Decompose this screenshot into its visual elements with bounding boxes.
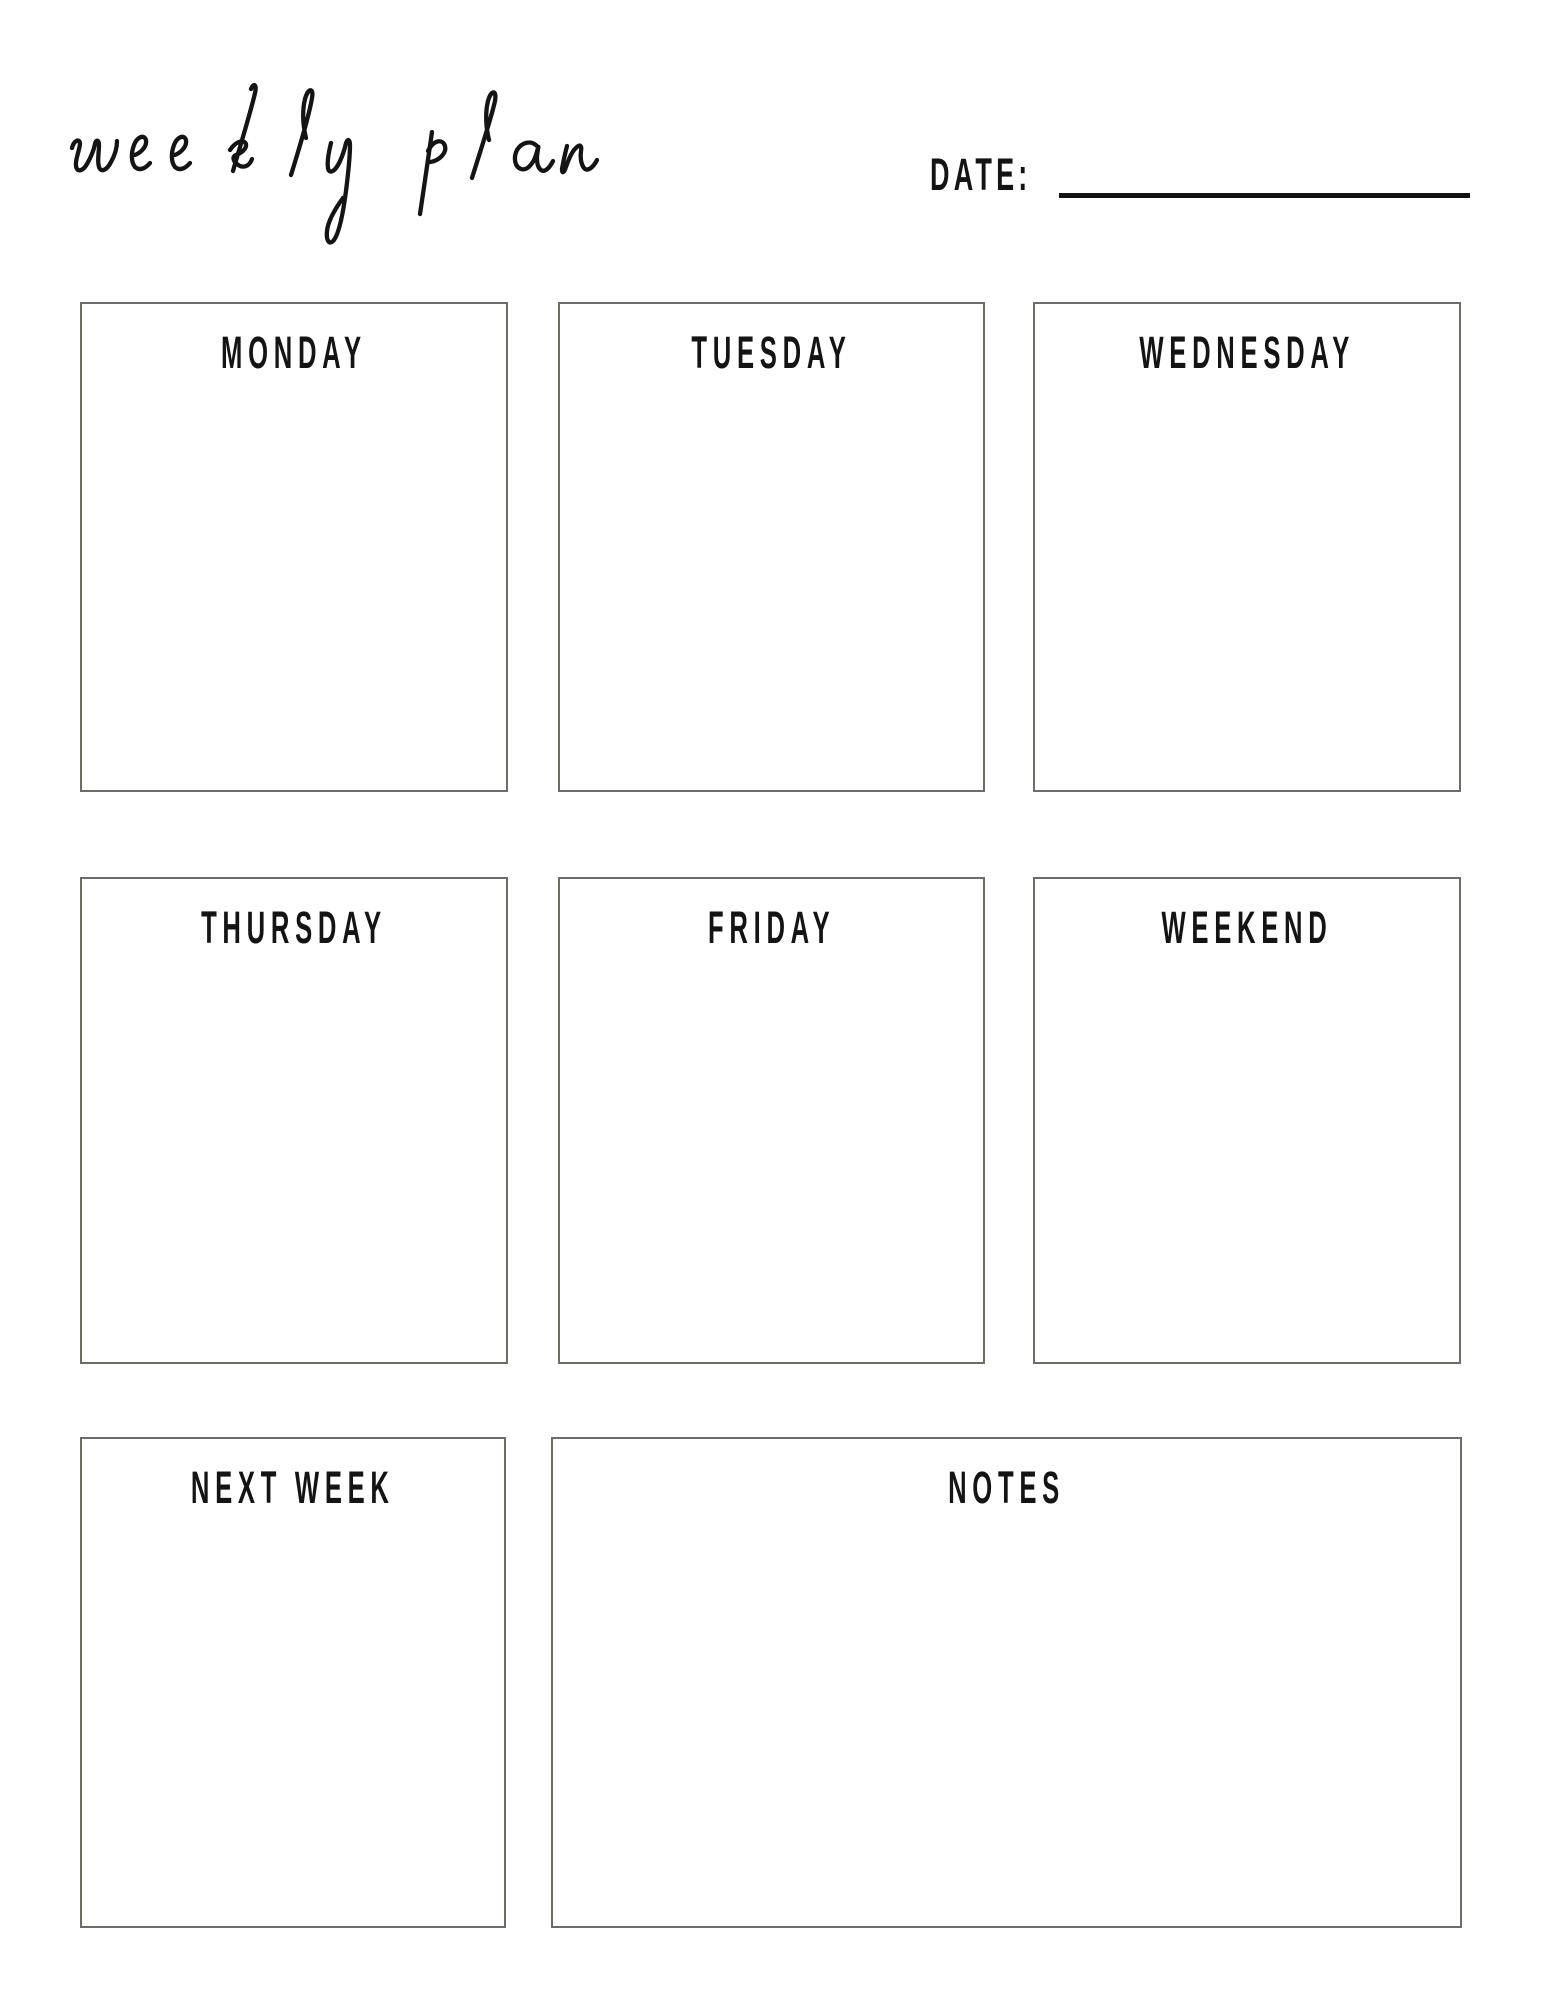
section-box-next-week (80, 1437, 506, 1928)
date-label: DATE: (930, 149, 1032, 200)
section-box-monday (80, 302, 508, 792)
section-box-thursday (80, 877, 508, 1364)
section-box-friday (558, 877, 985, 1364)
section-label: MONDAY (221, 327, 367, 378)
section-label: THURSDAY (201, 902, 387, 953)
section-label: TUESDAY (691, 327, 852, 378)
section-box-notes (551, 1437, 1462, 1928)
section-label: NOTES (948, 1462, 1065, 1513)
section-label: WEDNESDAY (1139, 327, 1355, 378)
page-title-script (58, 78, 608, 268)
section-box-wednesday (1033, 302, 1461, 792)
section-box-weekend (1033, 877, 1461, 1364)
section-box-tuesday (558, 302, 985, 792)
section-label: NEXT WEEK (191, 1462, 395, 1513)
section-label: WEEKEND (1161, 902, 1333, 953)
date-fill-in-line (1059, 193, 1470, 198)
section-label: FRIDAY (707, 902, 836, 953)
